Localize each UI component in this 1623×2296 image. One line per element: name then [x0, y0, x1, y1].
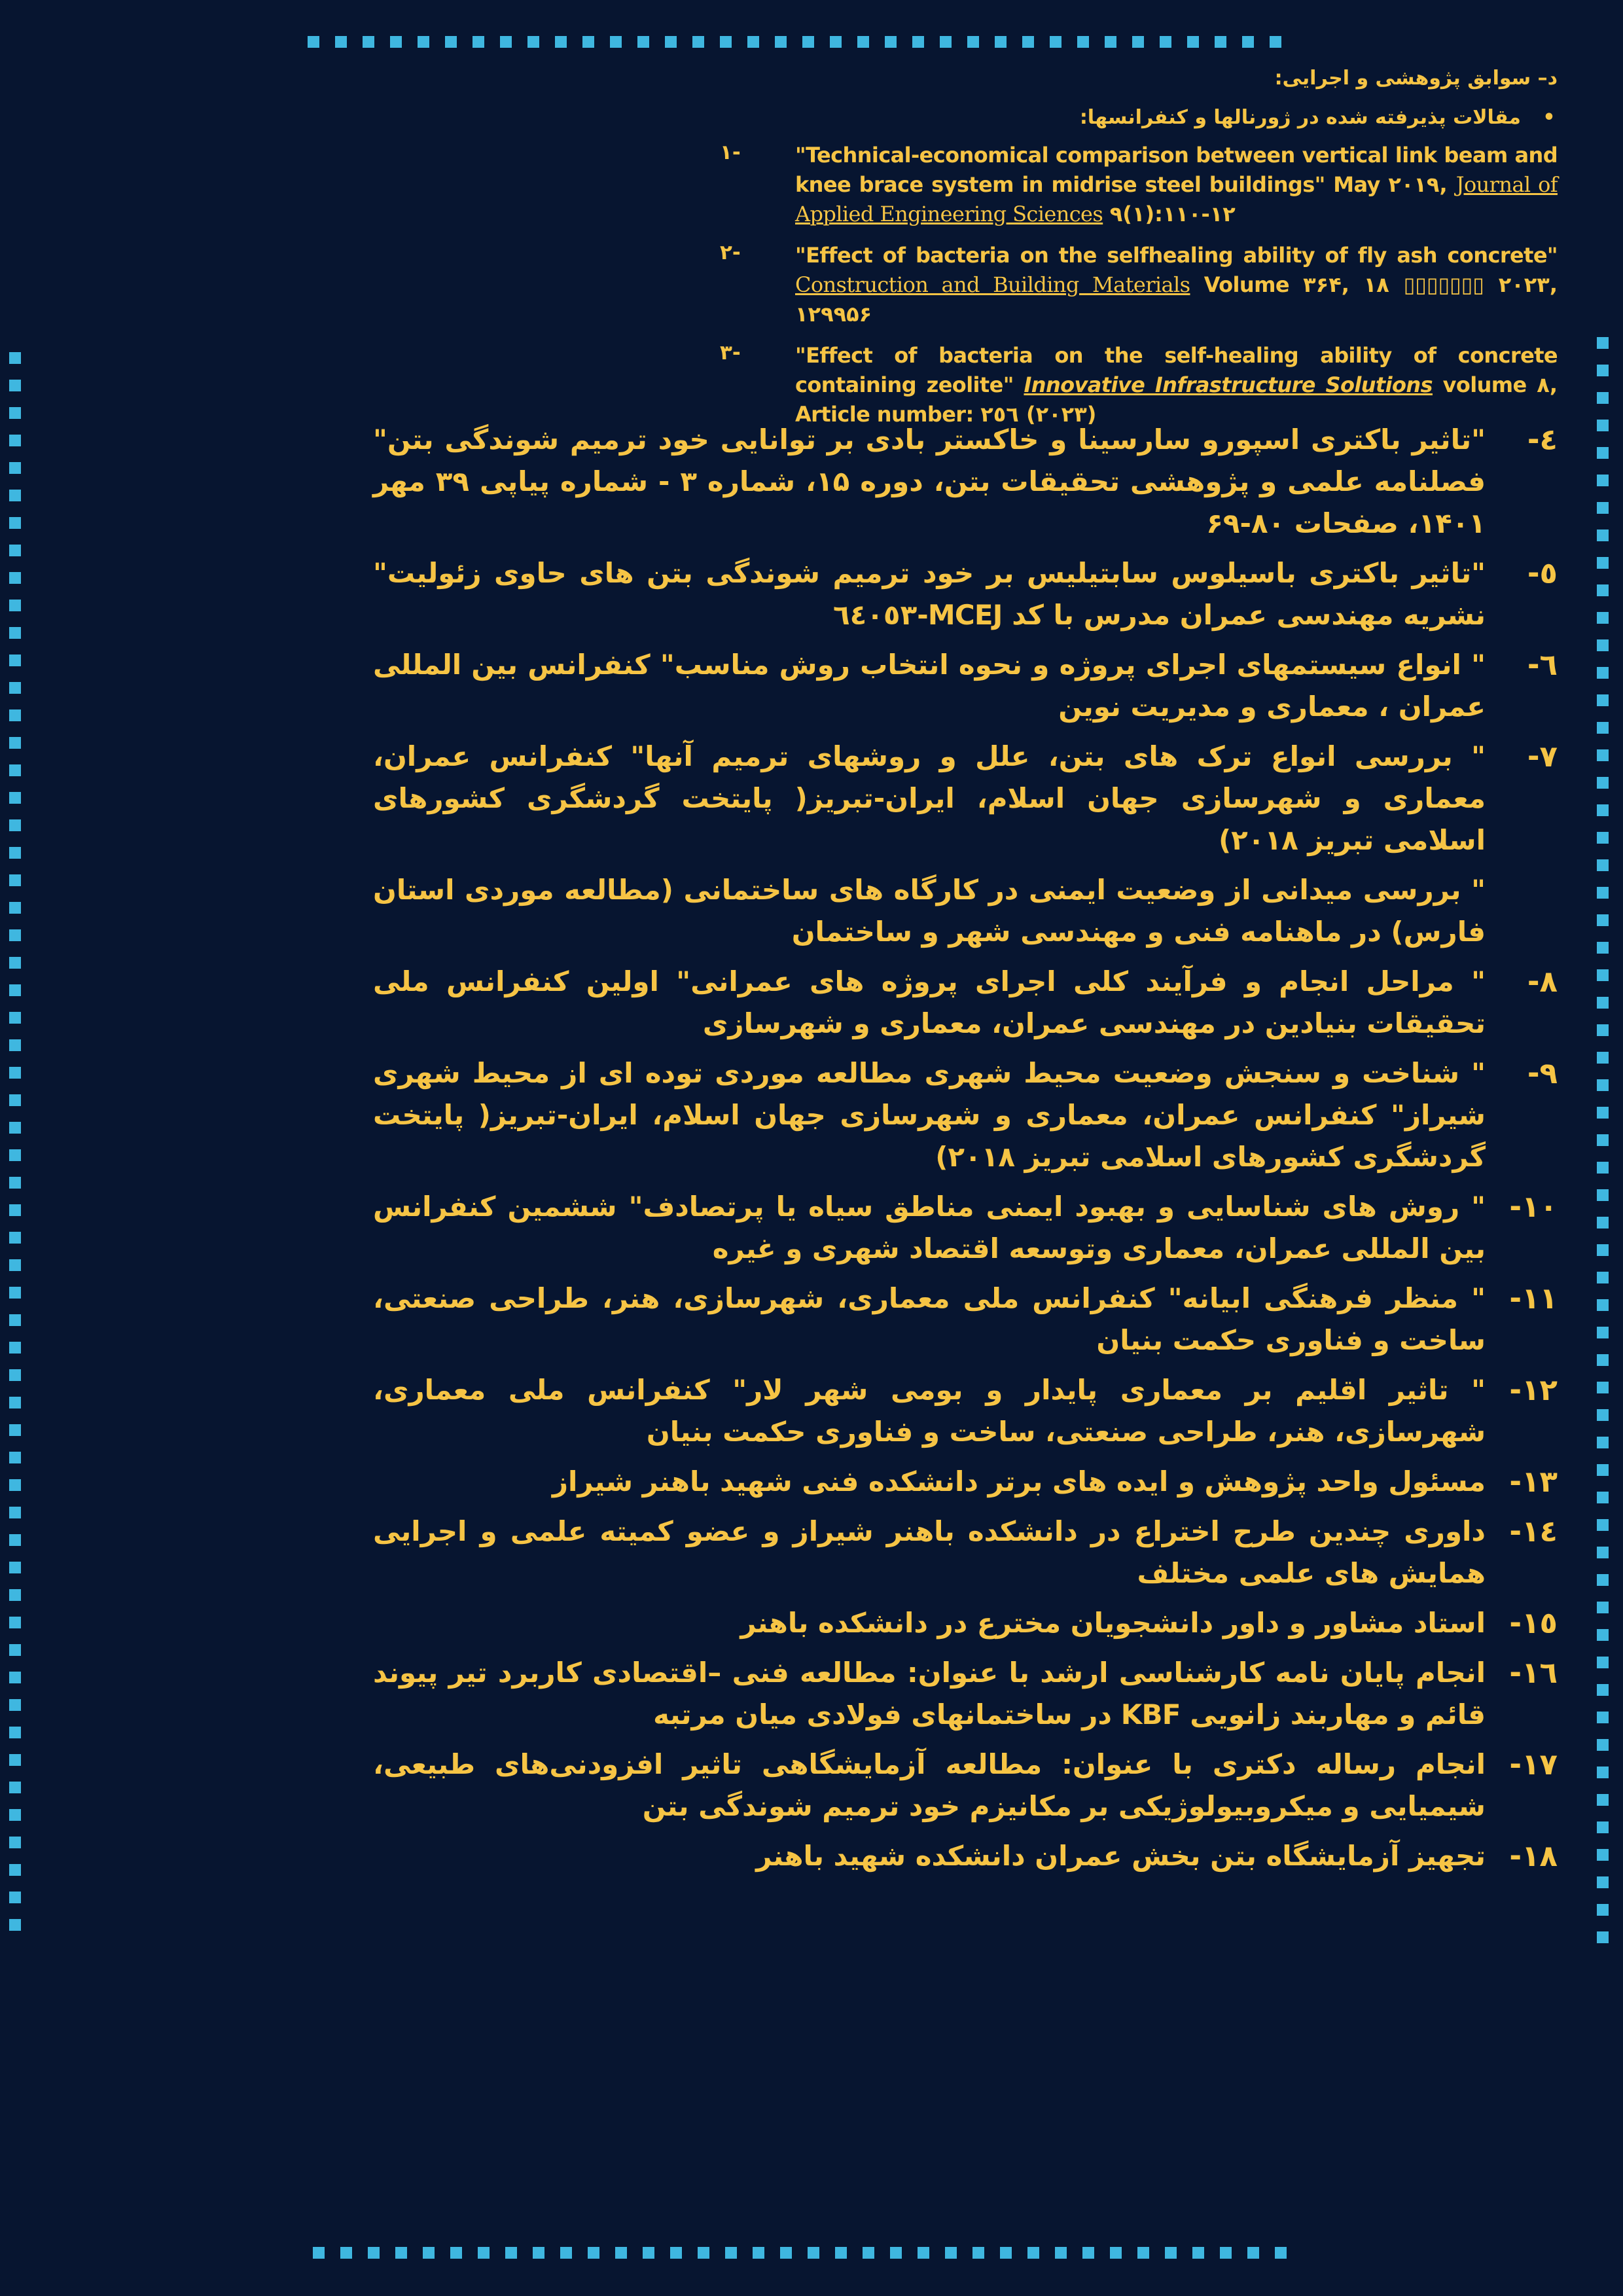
record-item-17 [373, 1744, 1558, 1827]
record-number: ۱۸- [1509, 1839, 1558, 1873]
paper-details: Volume ۳۶۴, ۱۸ ▯▯▯▯▯▯▯ ۲۰۲۳, ۱۲۹۹۵۶ [795, 272, 1558, 327]
record-number: ۱۰- [1509, 1189, 1558, 1224]
persian-records-list [373, 419, 1558, 1885]
journal-name-link[interactable]: Journal of Applied Engineering Sciences [795, 172, 1558, 226]
left-dot-border [9, 352, 21, 1944]
english-paper-number: ۲- [720, 241, 741, 264]
record-item-4 [373, 419, 1558, 545]
record-text: انجام پایان نامه کارشناسی ارشد با عنوان: مطالعه فنی –اقتصادی کاربرد تیر پیوند قائم و مهاربند زانویی KBF در ساختمانهای فولادی میان مرتبه [373, 1657, 1486, 1731]
record-text: انجام رساله دکتری با عنوان: مطالعه آزمایشگاهی تاثیر افزودنی‌های طبیعی، شیمیایی و میکروبیولوژیکی بر مکانیزم خود ترمیم شوندگی بتن [373, 1748, 1486, 1822]
record-number: ۱۳- [1509, 1464, 1558, 1499]
english-paper-number: ۱- [720, 141, 741, 164]
record-number: ٥- [1527, 556, 1558, 590]
record-item-11 [373, 1278, 1558, 1361]
record-text: " انواع سیستمهای اجرای پروژه و نحوه انتخاب روش مناسب" کنفرانس بین المللی عمران ، معماری و مدیریت نوین [373, 649, 1486, 723]
record-text: استاد مشاور و داور دانشجویان مخترع در دانشکده باهنر [740, 1607, 1486, 1639]
record-number: ۱۷- [1509, 1747, 1558, 1782]
paper-details: volume ۸, Article number: ۲٥٦ (۲۰۲۳) [795, 372, 1558, 427]
record-item-18 [373, 1835, 1558, 1877]
record-text: " شناخت و سنجش وضعیت محیط شهری مطالعه موردی توده ای از محیط شهری شیراز" کنفرانس عمران، معماری و شهرسازی جهان اسلام، ایران-تبریز( پایتخت گردشگری کشورهای اسلامی تبریز ۲۰۱۸) [373, 1057, 1486, 1173]
bottom-dot-border [313, 2247, 1294, 2259]
record-item-16 [373, 1652, 1558, 1736]
section-heading: د– سوابق پژوهشی و اجرایی: [1274, 67, 1558, 90]
record-item-14 [373, 1511, 1558, 1594]
english-papers-list [720, 141, 1558, 441]
record-text: " بررسی میدانی از وضعیت ایمنی در کارگاه های ساختمانی (مطالعه موردی استان فارس) در ماهنامه فنی و مهندسی شهر و ساختمان [373, 874, 1486, 948]
record-text: تجهیز آزمایشگاه بتن بخش عمران دانشکده شهید باهنر [756, 1840, 1486, 1872]
record-text: " روش های شناسایی و بهبود ایمنی مناطق سیاه یا پرتصادف" ششمین کنفرانس بین المللی عمران، معماری وتوسعه اقتصاد شهری و غیره [373, 1191, 1486, 1265]
record-item-15 [373, 1602, 1558, 1644]
record-number: ۸- [1527, 964, 1558, 999]
record-item-9 [373, 1052, 1558, 1178]
record-item-8 [373, 961, 1558, 1045]
paper-title: "Effect of bacteria on the self-healing ability of concrete containing zeolite" [795, 343, 1558, 397]
record-item-5 [373, 552, 1558, 636]
record-number: ۱٦- [1509, 1655, 1558, 1690]
record-number: ٧- [1527, 739, 1558, 774]
record-item-10 [373, 1186, 1558, 1270]
record-number: ٤- [1527, 422, 1558, 457]
english-paper-1 [720, 141, 1558, 229]
journal-name-link[interactable]: Construction and Building Materials [795, 272, 1190, 297]
record-text: " مراحل انجام و فرآیند کلی اجرای پروژه های عمرانی" اولین کنفرانس ملی تحقیقات بنیادین در مهندسی عمران، معماری و شهرسازی [373, 965, 1486, 1039]
record-number: ٦- [1527, 647, 1558, 682]
record-text: " منظر فرهنگی ابیانه" کنفرانس ملی معماری، شهرسازی، هنر، طراحی صنعتی، ساخت و فناوری حکمت بنیان [373, 1282, 1486, 1356]
subsection-heading [1080, 106, 1558, 129]
bullet-icon: • [1543, 106, 1556, 129]
top-dot-border [308, 36, 1289, 48]
record-text: "تاثیر باکتری اسپورو سارسینا و خاکستر بادی بر توانایی خود ترمیم شوندگی بتن" فصلنامه علمی و پژوهشی تحقیقات بتن، دوره ۱۵، شماره ۳ - شماره پیاپی ۳۹ مهر ۱۴۰۱، صفحات ۸۰-۶۹ [373, 423, 1486, 539]
record-text: "تاثیر باکتری باسیلوس سابتیلیس بر خود ترمیم شوندگی بتن های حاوی زئولیت" نشریه مهندسی عمران مدرس با کد MCEJ-٦٤٠٥٣ [373, 557, 1486, 631]
paper-details: ۹(۱):۱۱۰-۱۲ [1103, 202, 1236, 226]
record-item-6 [373, 644, 1558, 728]
record-item-7 [373, 736, 1558, 861]
record-text: " تاثیر اقلیم بر معماری پایدار و بومی شهر لار" کنفرانس ملی معماری، شهرسازی، هنر، طراحی صنعتی، ساخت و فناوری حکمت بنیان [373, 1374, 1486, 1448]
record-number: ۹- [1527, 1056, 1558, 1090]
subsection-label: مقالات پذیرفته شده در ژورنالها و کنفرانسها: [1079, 106, 1521, 129]
record-text: " بررسی انواع ترک های بتن، علل و روشهای ترمیم آنها" کنفرانس عمران، معماری و شهرسازی جهان اسلام، ایران-تبریز( پایتخت گردشگری کشورهای اسلامی تبریز ۲۰۱۸) [373, 740, 1486, 856]
paper-title: "Technical-economical comparison between vertical link beam and knee brace system in midrise steel buildings" May ۲۰۱۹, [795, 143, 1558, 197]
record-number: ۱۲- [1509, 1372, 1558, 1407]
journal-name-link[interactable]: Innovative Infrastructure Solutions [1024, 372, 1433, 397]
right-dot-border [1597, 337, 1609, 1944]
english-paper-number: ۳- [720, 341, 741, 365]
record-text: مسئول واحد پژوهش و ایده های برتر دانشکده فنی شهید باهنر شیراز [552, 1465, 1486, 1498]
record-number: ۱٥- [1509, 1605, 1558, 1640]
english-paper-citation [795, 341, 1558, 429]
record-item-unnumbered [373, 869, 1558, 953]
record-number: ۱۱- [1509, 1281, 1558, 1316]
record-number: ۱٤- [1509, 1514, 1558, 1549]
record-text: داوری چندین طرح اختراع در دانشکده باهنر شیراز و عضو کمیته علمی و اجرایی همایش های علمی مختلف [373, 1515, 1486, 1589]
record-item-12 [373, 1369, 1558, 1453]
paper-title: "Effect of bacteria on the selfhealing ability of fly ash concrete" [795, 243, 1558, 268]
english-paper-2 [720, 241, 1558, 329]
english-paper-citation [795, 141, 1558, 229]
english-paper-citation [795, 241, 1558, 329]
record-item-13 [373, 1461, 1558, 1503]
english-paper-3 [720, 341, 1558, 429]
